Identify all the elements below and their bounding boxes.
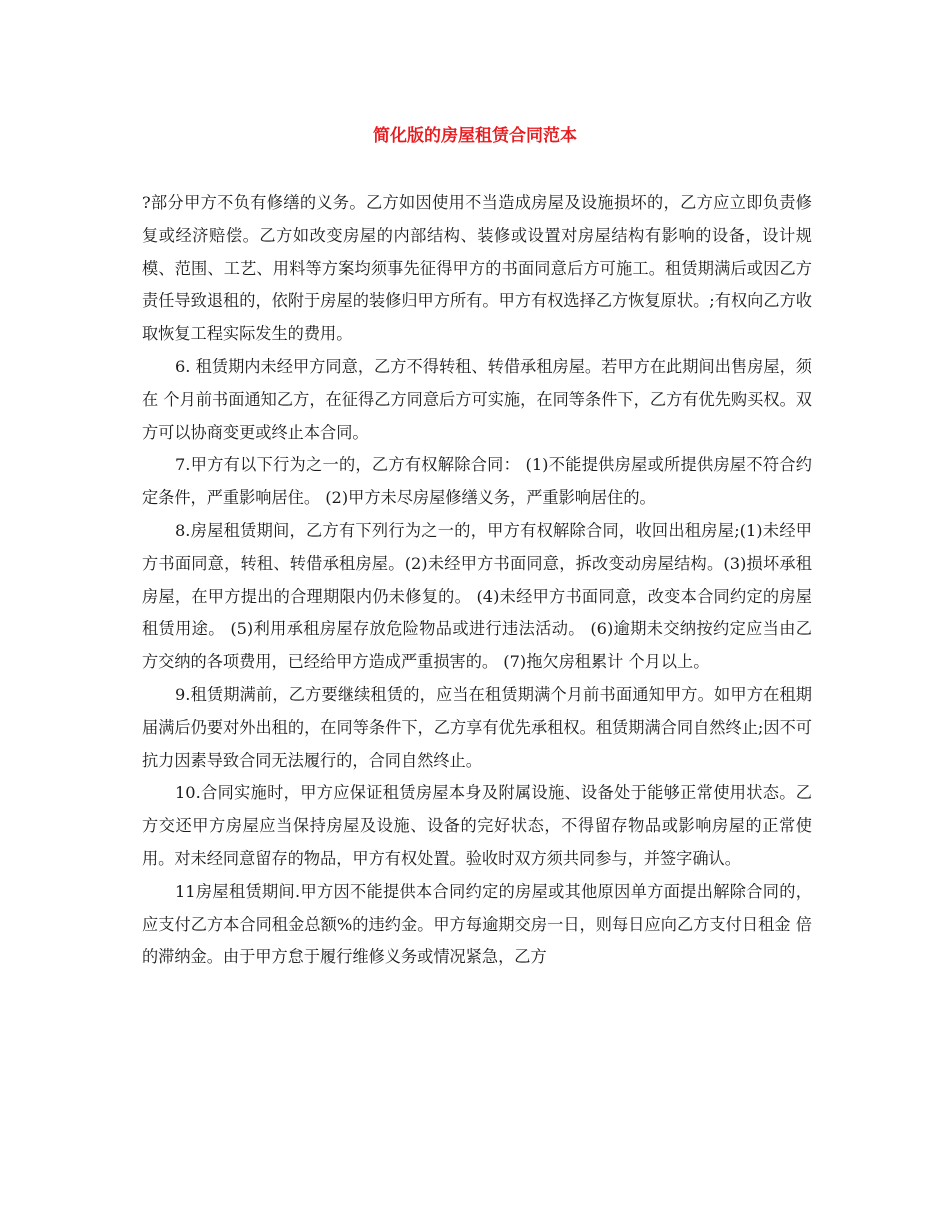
paragraph-clause-7: 7.甲方有以下行为之一的，乙方有权解除合同： (1)不能提供房屋或所提供房屋不符合约定条件，严重影响居住。 (2)甲方未尽房屋修缮义务，严重影响居住的。 <box>142 455 812 508</box>
paragraph-clause-9: 9.租赁期满前，乙方要继续租赁的，应当在租赁期满个月前书面通知甲方。如甲方在租期届满后仍要对外出租的，在同等条件下，乙方享有优先承租权。租赁期满合同自然终止;因不可抗力因素导致合同无法履行的，合同自然终止。 <box>142 684 812 770</box>
paragraph-clause-11: 11房屋租赁期间.甲方因不能提供本合同约定的房屋或其他原因单方面提出解除合同的，应支付乙方本合同租金总额%的违约金。甲方每逾期交房一日，则每日应向乙方支付日租金 倍的滞纳金。由于甲方怠于履行维修义务或情况紧急，乙方 <box>142 881 812 967</box>
document-title: 简化版的房屋租赁合同范本 <box>373 126 577 146</box>
document-body <box>142 187 812 974</box>
paragraph-clause-10: 10.合同实施时，甲方应保证租赁房屋本身及附属设施、设备处于能够正常使用状态。乙方交还甲方房屋应当保持房屋及设施、设备的完好状态，不得留存物品或影响房屋的正常使用。对未经同意留存的物品，甲方有权处置。验收时双方须共同参与，并签字确认。 <box>142 783 812 868</box>
paragraph-clause-6: 6. 租赁期内未经甲方同意，乙方不得转租、转借承租房屋。若甲方在此期间出售房屋，须在 个月前书面通知乙方，在征得乙方同意后方可实施，在同等条件下，乙方有优先购买权。双方可以协商变更或终止本合同。 <box>142 356 812 442</box>
paragraph-clause-8: 8.房屋租赁期间，乙方有下列行为之一的，甲方有权解除合同，收回出租房屋;(1)未经甲方书面同意，转租、转借承租房屋。(2)未经甲方书面同意，拆改变动房屋结构。(3)损坏承租房屋，在甲方提出的合理期限内仍未修复的。 (4)未经甲方书面同意，改变本合同约定的房屋租赁用途。 (5)利用承租房屋存放危险物品或进行违法活动。 (6)逾期未交纳按约定应当由乙方交纳的各项费用，已经给甲方造成严重损害的。 (7)拖欠房租累计 个月以上。 <box>142 520 812 672</box>
paragraph-continued: ?部分甲方不负有修缮的义务。乙方如因使用不当造成房屋及设施损坏的，乙方应立即负责修复或经济赔偿。乙方如改变房屋的内部结构、装修或设置对房屋结构有影响的设备，设计规模、范围、工艺、用料等方案均须事先征得甲方的书面同意后方可施工。租赁期满后或因乙方责任导致退租的，依附于房屋的装修归甲方所有。甲方有权选择乙方恢复原状。;有权向乙方收取恢复工程实际发生的费用。 <box>142 193 812 344</box>
